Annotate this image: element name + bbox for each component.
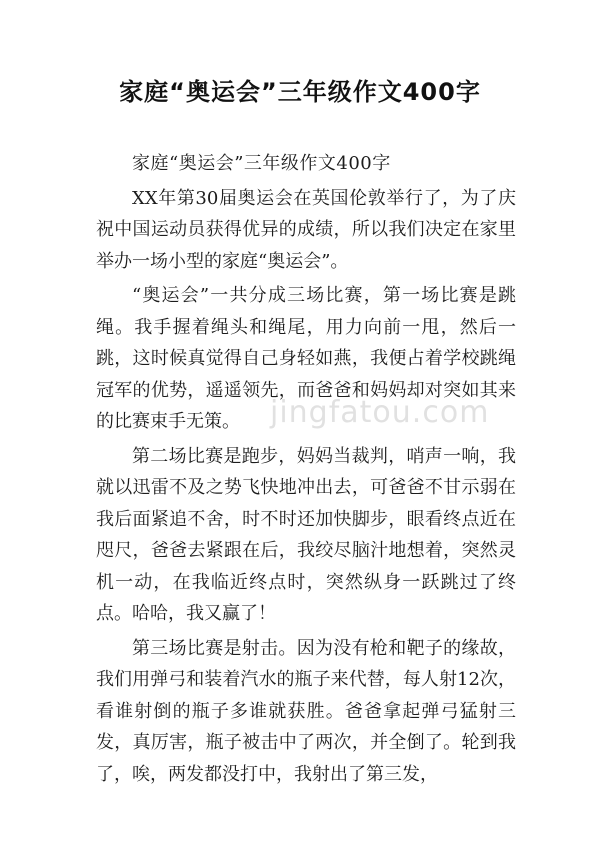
page-title: 家庭“奥运会”三年级作文400字 — [119, 78, 481, 106]
article-body — [96, 148, 516, 793]
paragraph-4: 第三场比赛是射击。因为没有枪和靶子的缘故，我们用弹弓和装着汽水的瓶子来代替，每人射12次，看谁射倒的瓶子多谁就获胜。爸爸拿起弹弓猛射三发，真厉害，瓶子被击中了两次，并全倒了。轮到我了，唉，两发都没打中，我射出了第三发， — [96, 637, 516, 785]
article-subtitle: 家庭“奥运会”三年级作文400字 — [132, 153, 391, 174]
paragraph-2: “奥运会”一共分成三场比赛，第一场比赛是跳绳。我手握着绳头和绳尾，用力向前一甩，然后一跳，这时候真觉得自己身轻如燕，我便占着学校跳绳冠军的优势，遥遥领先，而爸爸和妈妈却对突如其来的比赛束手无策。 — [96, 285, 516, 432]
paragraph-1: XX年第30届奥运会在英国伦敦举行了，为了庆祝中国运动员获得优异的成绩，所以我们决定在家里举办一场小型的家庭“奥运会”。 — [96, 187, 516, 272]
paragraph-3: 第二场比赛是跑步，妈妈当裁判，哨声一响，我就以迅雷不及之势飞快地冲出去，可爸爸不甘示弱在我后面紧追不舍，时不时还加快脚步，眼看终点近在咫尺，爸爸去紧跟在后，我绞尽脑汁地想着，突然灵机一动，在我临近终点时，突然纵身一跃跳过了终点。哈哈，我又赢了！ — [96, 445, 516, 624]
watermark: jingfatou.com — [270, 395, 490, 430]
